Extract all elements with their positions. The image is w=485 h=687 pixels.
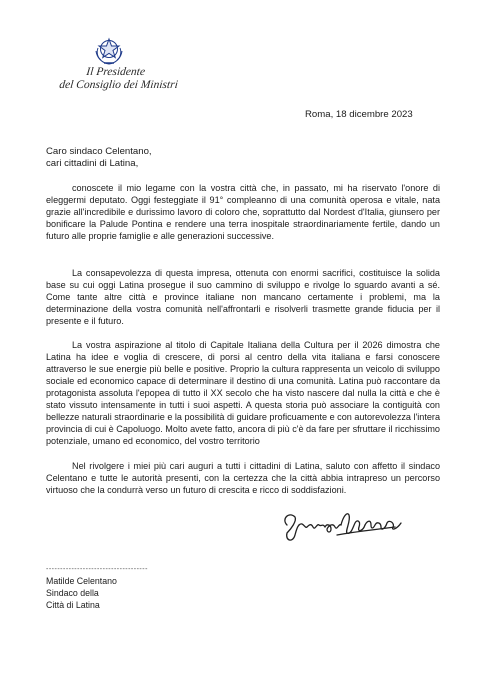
- handwritten-signature: [277, 505, 410, 549]
- body-paragraph-2: La consapevolezza di questa impresa, ottenuta con enormi sacrifici, costituisce la solida base su cui oggi Latina prosegue il suo cammino di sviluppo e rivolge lo sguardo avanti a sé. Come tante altre città e province italiane non mancano certamente i problemi, ma la determinazione della vostra comunità nell'affrontarli e risolverli trasmette grande fiducia per il presente e il futuro.: [46, 268, 440, 326]
- republic-emblem-icon: [92, 36, 126, 66]
- body-paragraph-3: La vostra aspirazione al titolo di Capitale Italiana della Cultura per il 2026 dimostra che Latina ha idee e voglia di crescere, di porsi al centro della vita italiana e farsi conoscere attraverso le sue energie più belle e positive. Proprio la cultura rappresenta un veicolo di sviluppo sociale ed economico capace di determinare il destino di una comunità. Latina può raccontare da protagonista assoluta l'epopea di tutto il XX secolo che ha visto nascere dal nulla la città e che è stato vissuto intensamente in tutti i suoi aspetti. A questa storia può associare la contiguità con bellezze naturali straordinarie e la possibilità di guidare proficuamente e con autorevolezza l'intera provincia di cui è Capoluogo. Molto avete fatto, ancora di più c'è da fare per sfruttare il ricchissimo potenziale, umano ed economico, del vostro territorio: [46, 340, 441, 446]
- signature-line: ------------------------------------: [46, 566, 148, 573]
- recipient-block: [46, 575, 117, 611]
- letterhead-line-2: del Consiglio dei Ministri: [58, 78, 179, 91]
- body-paragraph-4: Nel rivolgere i miei più cari auguri a tutti i cittadini di Latina, saluto con affetto il sindaco Celentano e tutte le autorità presenti, con la certezza che la città abbia intrapreso un percorso virtuoso che la condurrà verso un futuro di crescita e ricco di soddisfazioni.: [46, 461, 440, 495]
- recipient-city: Città di Latina: [46, 600, 100, 610]
- letter-date: Roma, 18 dicembre 2023: [305, 109, 413, 120]
- letterhead-title: [58, 66, 179, 91]
- recipient-name: Matilde Celentano: [46, 576, 117, 586]
- salutation: [46, 146, 152, 170]
- salutation-line-1: Caro sindaco Celentano,: [46, 146, 152, 157]
- salutation-line-2: cari cittadini di Latina,: [46, 158, 139, 169]
- recipient-role: Sindaco della: [46, 588, 99, 598]
- body-paragraph-1: conoscete il mio legame con la vostra città che, in passato, mi ha riservato l'onore di eleggermi deputato. Oggi festeggiate il 91° compleanno di una comunità operosa e vitale, nata grazie all'incredibile e durissimo lavoro di coloro che, soprattutto dal Nordest d'Italia, giunsero per bonificare la Palude Pontina e rendere una terra inospitale straordinariamente fertile, dando un futuro alle proprie famiglie e alle generazioni successive.: [46, 183, 440, 241]
- letterhead-line-1: Il Presidente: [85, 66, 146, 78]
